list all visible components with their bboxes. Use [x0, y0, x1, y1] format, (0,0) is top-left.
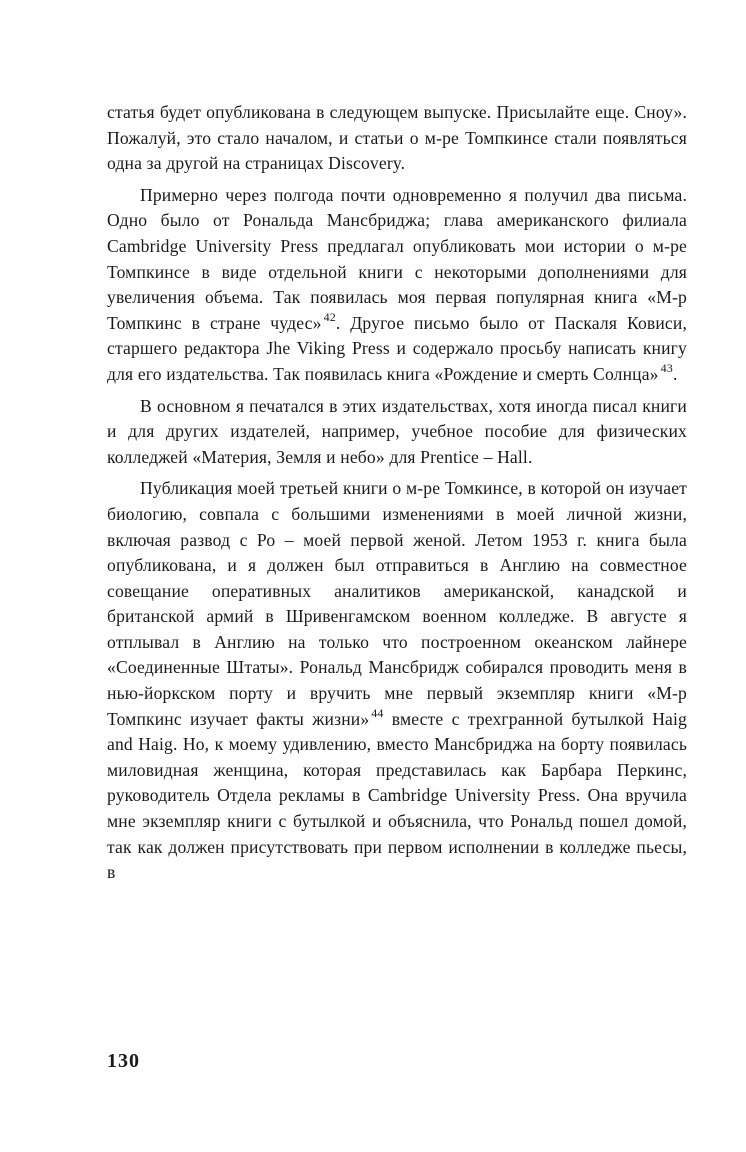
paragraph-text: статья будет опубликована в следующем выпуске. Присылайте еще. Сноу». Пожалуй, это стало началом, и статьи о м-ре Томпкинсе стали появляться одна за другой на страницах Discovery.	[107, 102, 687, 174]
paragraph-continuation	[107, 100, 687, 177]
footnote-marker: 44	[371, 705, 384, 720]
paragraph-text: Публикация моей третьей книги о м-ре Томкинсе, в которой он изучает биологию, совпала с большими изменениями в моей личной жизни, включая развод с Ро – моей первой женой. Летом 1953 г. книга была опубликована, и я должен был отправиться в Англию на совместное совещание оперативных аналитиков американской, канадской и британской армий в Шривенгамском военном колледже. В августе я отплывал в Англию на только что построенном океанском лайнере «Соединенные Штаты». Рональд Мансбридж собирался проводить меня в нью-йоркском порту и вручить мне первый экземпляр книги «М-р Томпкинс изучает факты жизни»	[107, 478, 687, 729]
paragraph-text: .	[672, 363, 678, 384]
paragraph-text: вместе с трехгранной бутылкой Haig and Haig. Но, к моему удивлению, вместо Мансбриджа на борту появилась миловидная женщина, которая представилась как Барбара Перкинс, руководитель Отдела рекламы в Cambridge University Press. Она вручила мне экземпляр книги с бутылкой и объяснила, что Рональд пошел домой, так как должен присутствовать при первом исполнении в колледже пьесы, в	[107, 708, 687, 883]
page-body	[107, 100, 687, 892]
footnote-marker: 42	[323, 309, 336, 324]
paragraph-mansbridge-letters	[107, 183, 687, 388]
paragraph-text: Примерно через полгода почти одновременно я получил два письма. Одно было от Рональда Мансбриджа; глава американского филиала Cambridge University Press предлагал опубликовать мои истории о м-ре Томпкинсе в виде отдельной книги с некоторыми дополнениями для увеличения объема. Так появилась моя первая популярная книга «М-р Томпкинс в стране чудес»	[107, 184, 687, 333]
paragraph-publishers	[107, 394, 687, 471]
paragraph-text: В основном я печатался в этих издательствах, хотя иногда писал книги и для других издателей, например, учебное пособие для физических колледжей «Материя, Земля и небо» для Prentice – Hall.	[107, 395, 687, 467]
paragraph-text: . Другое письмо было от Паскаля Ковиси, старшего редактора Jhe Viking Press и содержало просьбу написать книгу для его издательства. Так появилась книга «Рождение и смерть Солнца»	[107, 312, 687, 384]
paragraph-third-book	[107, 476, 687, 886]
footnote-marker: 43	[660, 360, 673, 375]
page-number: 130	[107, 1050, 140, 1072]
